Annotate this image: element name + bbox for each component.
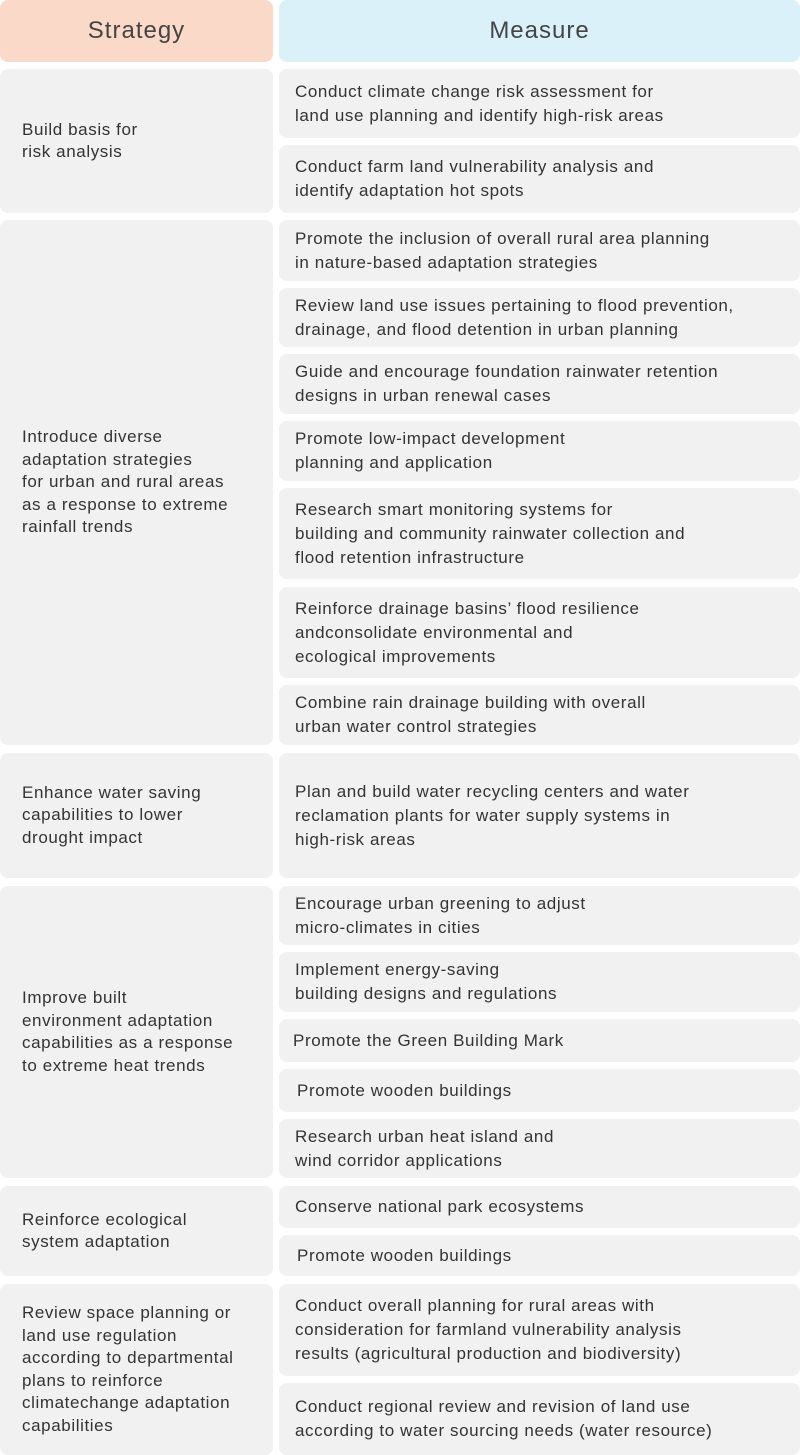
header-measure-label: Measure <box>489 17 590 44</box>
measure-text: Promote wooden buildings <box>297 1080 512 1100</box>
strategy-text: Build basis for risk analysis <box>22 119 138 161</box>
measure-cell <box>279 354 800 414</box>
measure-cell <box>279 1069 800 1112</box>
measure-cell <box>279 685 800 745</box>
strategy-cell <box>0 220 273 745</box>
strategy-text: Review space planning or land use regulation according to departmental plans to reinforce climatechange adaptation capabilities <box>22 1303 234 1435</box>
measure-text: Promote wooden buildings <box>297 1245 512 1265</box>
measure-text: Review land use issues pertaining to flood prevention, drainage, and flood detention in urban planning <box>295 295 734 339</box>
strategy-text: Enhance water saving capabilities to lower drought impact <box>22 782 202 847</box>
strategy-text: Reinforce ecological system adaptation <box>22 1209 188 1251</box>
measure-cell <box>279 145 800 213</box>
measure-cell <box>279 1284 800 1376</box>
measure-text: Implement energy-saving building designs and regulations <box>295 960 558 1003</box>
strategy-cell <box>0 1186 273 1276</box>
measure-cell <box>279 952 800 1012</box>
measure-text: Research urban heat island and wind corridor applications <box>295 1126 554 1170</box>
strategy-cell <box>0 69 273 213</box>
header-strategy-label: Strategy <box>87 17 186 44</box>
measure-text: Conserve national park ecosystems <box>295 1197 585 1216</box>
measure-text: Encourage urban greening to adjust micro-climates in cities <box>295 893 586 937</box>
strategy-text: Introduce diverse adaptation strategies for urban and rural areas as a response to extreme rainfall trends <box>22 427 229 537</box>
measure-text: Combine rain drainage building with overall urban water control strategies <box>295 693 646 736</box>
measure-text: Guide and encourage foundation rainwater retention designs in urban renewal cases <box>295 362 719 405</box>
measure-text: Promote the Green Building Mark <box>293 1030 564 1050</box>
measure-text: Conduct farm land vulnerability analysis and identify adaptation hot spots <box>295 157 655 200</box>
measure-cell <box>279 69 800 138</box>
measure-cell <box>279 1119 800 1178</box>
measure-cell <box>279 1186 800 1228</box>
measure-text: Research smart monitoring systems for building and community rainwater collection and flood retention infrastructure <box>295 499 686 567</box>
measure-cell <box>279 753 800 878</box>
measure-cell <box>279 288 800 347</box>
header-strategy <box>0 0 273 62</box>
strategy-cell <box>0 886 273 1178</box>
measure-cell <box>279 1235 800 1276</box>
strategy-cell <box>0 1284 273 1455</box>
strategy-cell <box>0 753 273 878</box>
measure-cell <box>279 220 800 281</box>
measure-cell <box>279 1019 800 1062</box>
measure-cell <box>279 421 800 481</box>
measure-text: Conduct regional review and revision of land use according to water sourcing needs (water resource) <box>295 1397 713 1440</box>
measure-text: Plan and build water recycling centers and water reclamation plants for water supply systems in high-risk areas <box>295 781 690 849</box>
measure-text: Conduct climate change risk assessment for land use planning and identify high-risk areas <box>295 81 664 125</box>
measure-text: Promote the inclusion of overall rural area planning in nature-based adaptation strategies <box>295 228 710 272</box>
measure-text: Reinforce drainage basins’ flood resilience andconsolidate environmental and ecological improvements <box>295 598 640 666</box>
measure-cell <box>279 1383 800 1455</box>
measure-text: Conduct overall planning for rural areas with consideration for farmland vulnerability analysis results (agricultural production and biodiversity) <box>295 1296 682 1363</box>
strategy-text: Improve built environment adaptation capabilities as a response to extreme heat trends <box>22 988 234 1075</box>
measure-text: Promote low-impact development planning and application <box>295 429 566 472</box>
header-measure <box>279 0 800 62</box>
measure-cell <box>279 587 800 678</box>
measure-cell <box>279 488 800 579</box>
measure-cell <box>279 886 800 945</box>
